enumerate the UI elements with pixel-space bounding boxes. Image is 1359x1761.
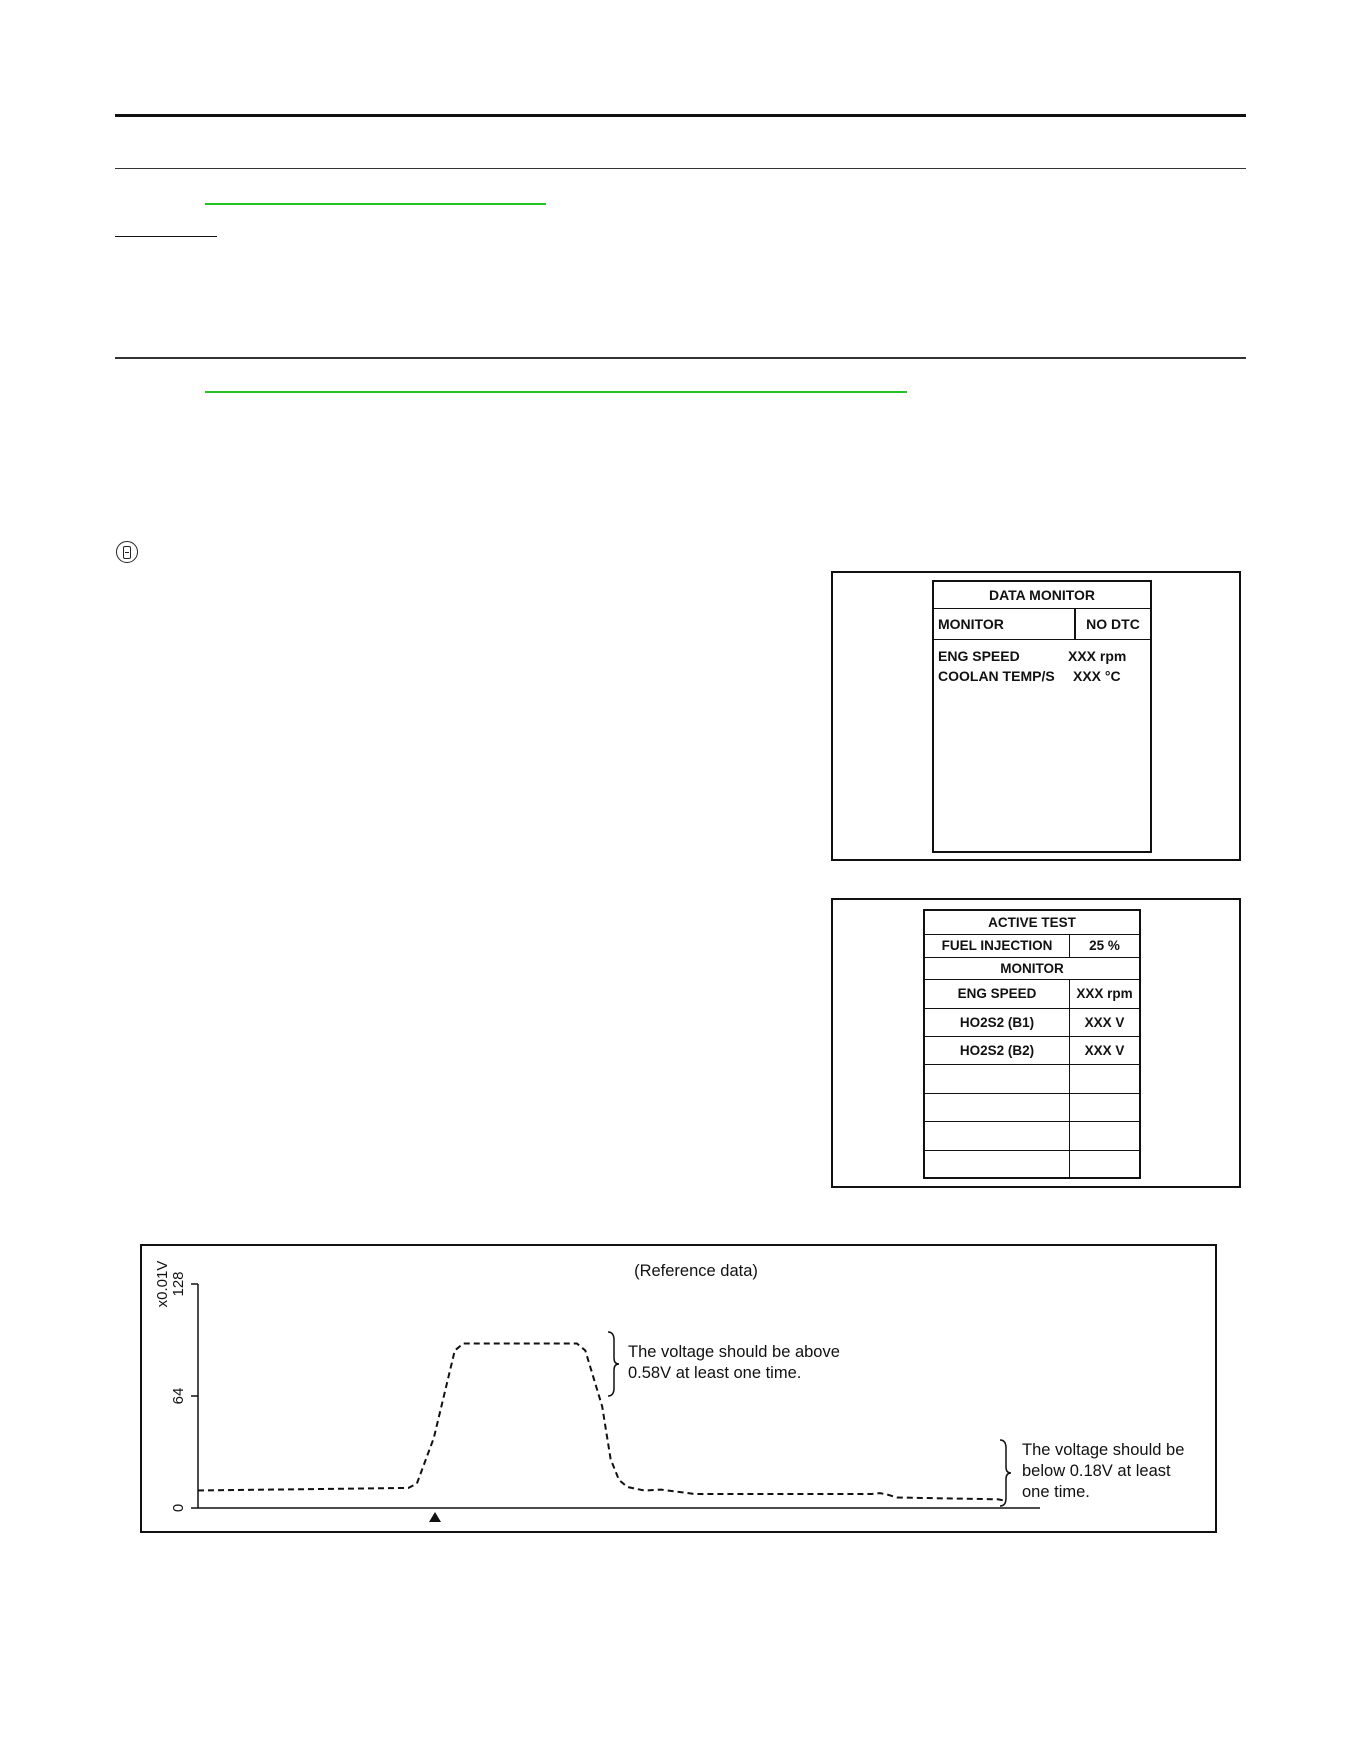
monitor-item-value: XXX °C	[1073, 668, 1121, 684]
monitor-item-label: HO2S2 (B2)	[924, 1036, 1070, 1064]
header-rule	[115, 114, 1246, 117]
annotation-text: one time.	[1022, 1483, 1090, 1501]
empty-cell	[1070, 1064, 1141, 1093]
voltage-chart	[142, 1246, 1215, 1531]
section-rule-2	[115, 357, 1246, 359]
annotation-text: The voltage should be above	[628, 1343, 840, 1361]
y-axis-label: x0.01V	[154, 1260, 171, 1308]
data-monitor-title: DATA MONITOR	[934, 582, 1150, 609]
empty-cell	[924, 1064, 1070, 1093]
y-tick-label: 0	[170, 1503, 187, 1513]
active-test-monitor-label: MONITOR	[924, 957, 1140, 979]
monitor-item-value: XXX rpm	[1070, 979, 1141, 1008]
data-monitor-figure	[831, 571, 1241, 861]
annotation-text: The voltage should be	[1022, 1441, 1185, 1459]
annotation-brace	[1000, 1440, 1011, 1506]
monitor-item-label: HO2S2 (B1)	[924, 1008, 1070, 1036]
active-test-screen	[923, 909, 1141, 1179]
monitor-item-value: XXX V	[1070, 1008, 1141, 1036]
active-test-title: ACTIVE TEST	[924, 910, 1140, 934]
annotation-text: 0.58V at least one time.	[628, 1364, 802, 1382]
up-triangle-marker-icon	[429, 1512, 441, 1522]
y-tick-label: 64	[170, 1387, 187, 1405]
empty-cell	[924, 1093, 1070, 1121]
empty-cell	[1070, 1093, 1141, 1121]
inspection-tool-icon	[116, 541, 138, 563]
section-link-underline-1[interactable]	[205, 203, 546, 205]
y-tick-label: 128	[170, 1271, 187, 1297]
empty-cell	[1070, 1121, 1141, 1150]
empty-cell	[924, 1150, 1070, 1178]
empty-cell	[924, 1121, 1070, 1150]
reference-chart-figure	[140, 1244, 1217, 1533]
subheading-underline	[115, 236, 217, 237]
monitor-item-value: XXX rpm	[1068, 648, 1127, 664]
section-link-underline-2[interactable]	[205, 391, 907, 393]
monitor-item-label: COOLAN TEMP/S	[938, 668, 1055, 684]
annotation-text: below 0.18V at least	[1022, 1462, 1171, 1480]
active-test-value: 25 %	[1070, 934, 1141, 957]
annotation-brace	[608, 1332, 619, 1396]
section-rule-1	[115, 168, 1246, 169]
data-monitor-mode-label: MONITOR	[938, 615, 1004, 632]
data-monitor-screen	[932, 580, 1152, 853]
data-monitor-status: NO DTC	[1086, 615, 1140, 632]
voltage-trace	[198, 1344, 1006, 1502]
active-test-figure	[831, 898, 1241, 1188]
chart-title: (Reference data)	[634, 1262, 758, 1280]
empty-cell	[1070, 1150, 1141, 1178]
monitor-item-value: XXX V	[1070, 1036, 1141, 1064]
monitor-item-label: ENG SPEED	[924, 979, 1070, 1008]
active-test-item: FUEL INJECTION	[924, 934, 1070, 957]
monitor-item-label: ENG SPEED	[938, 648, 1020, 664]
